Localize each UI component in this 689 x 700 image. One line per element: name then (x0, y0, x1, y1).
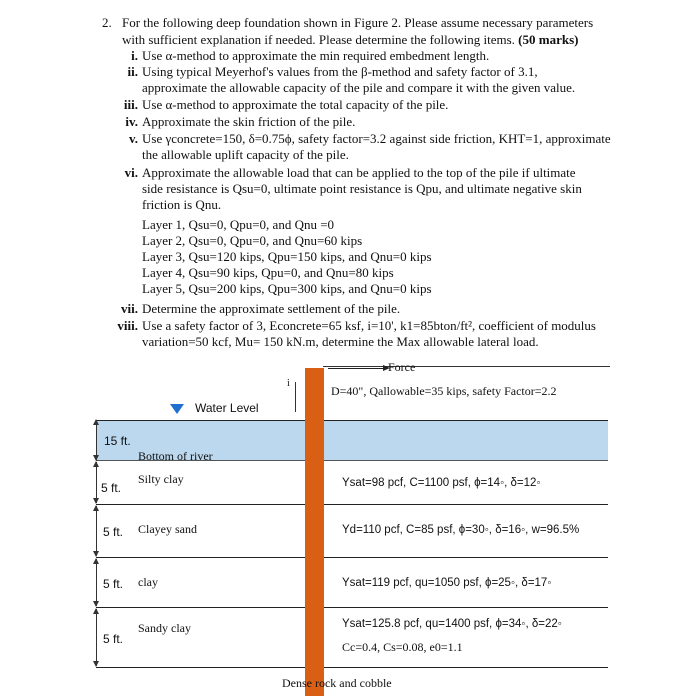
item-line: Use α-method to approximate the min required embedment length. (142, 48, 490, 63)
question-number: 2. (102, 15, 112, 30)
item-number: vii. (121, 301, 138, 316)
item-line: Use a safety factor of 3, Econcrete=65 ksf, i=10', k1=85bton/ft², coefficient of modulus (142, 318, 596, 333)
item-line: variation=50 kcf, Mu= 150 kN.m, determine the Max allowable lateral load. (142, 334, 539, 349)
soil-props: Yd=110 pcf, C=85 psf, ϕ=30◦, δ=16◦, w=96.5% (342, 524, 580, 536)
soil-props: Ysat=119 pcf, qu=1050 psf, ϕ=25◦, δ=17◦ (342, 577, 552, 589)
question-marks: (50 marks) (518, 32, 579, 47)
base-label: Dense rock and cobble (282, 676, 392, 690)
soil-label: clay (138, 575, 158, 589)
soil-props: Ysat=125.8 pcf, qu=1400 psf, ϕ=34◦, δ=22◦ (342, 618, 562, 630)
layer-line: Layer 2, Qsu=0, Qpu=0, and Qnu=60 kips (142, 233, 363, 248)
question-line-2-text: with sufficient explanation if needed. Please determine the following items. (122, 32, 519, 47)
item-line: Determine the approximate settlement of the pile. (142, 301, 401, 316)
dim-label: 5 ft. (103, 577, 124, 591)
layer-boundary (96, 504, 608, 505)
water-surface-line (96, 420, 608, 421)
item-line: side resistance is Qsu=0, ultimate point resistance is Qpu, and ultimate negative skin (142, 181, 582, 196)
soil-props-extra: Cc=0.4, Cs=0.08, e0=1.1 (342, 640, 463, 654)
incline-label: i (287, 378, 290, 389)
dimension-arrow (96, 559, 97, 606)
soil-label: Silty clay (138, 472, 184, 486)
item-number: v. (128, 131, 138, 146)
item-line: Approximate the allowable load that can be applied to the top of the pile if ultimate (142, 165, 576, 180)
item-line: approximate the allowable capacity of the pile and compare it with the given value. (142, 80, 576, 95)
item-number: iv. (125, 114, 138, 129)
layer-line: Layer 5, Qsu=200 kips, Qpu=300 kips, and Qnu=0 kips (142, 281, 432, 296)
question-line-1: For the following deep foundation shown in Figure 2. Please assume necessary parameters (122, 15, 594, 30)
item-line: Use γconcrete=150, δ=0.75ϕ, safety factor=3.2 against side friction, KHT=1, approximate (142, 131, 611, 146)
item-number: i. (131, 48, 138, 63)
layer-line: Layer 3, Qsu=120 kips, Qpu=150 kips, and Qnu=0 kips (142, 249, 432, 264)
water-level-label: Water Level (195, 401, 259, 415)
pile-top-line (323, 366, 610, 367)
rock-boundary (96, 667, 608, 668)
force-label: Force (388, 360, 416, 374)
force-arrow (328, 368, 384, 369)
dimension-arrow (96, 420, 97, 460)
incline-line (295, 382, 296, 412)
dimension-arrow (96, 506, 97, 556)
soil-label: Sandy clay (138, 621, 191, 635)
layer-line: Layer 4, Qsu=90 kips, Qpu=0, and Qnu=80 kips (142, 265, 394, 280)
water-level-icon (170, 404, 184, 414)
item-number: viii. (117, 318, 138, 333)
question-line-2 (122, 31, 627, 48)
item-number: ii. (127, 64, 138, 79)
pile-info: D=40", Qallowable=35 kips, safety Factor=2.2 (331, 384, 557, 398)
question-intro (122, 14, 627, 48)
pile (305, 368, 324, 696)
item-number: iii. (123, 97, 138, 112)
layer-line: Layer 1, Qsu=0, Qpu=0, and Qnu =0 (142, 217, 335, 232)
dim-label: 5 ft. (101, 481, 122, 495)
item-line: friction is Qnu. (142, 197, 222, 212)
item-line: Approximate the skin friction of the pile. (142, 114, 356, 129)
dimension-arrow (96, 462, 97, 503)
dim-label: 5 ft. (103, 525, 124, 539)
soil-props: Ysat=98 pcf, C=1100 psf, ϕ=14◦, δ=12◦ (342, 477, 541, 489)
dimension-arrow (96, 609, 97, 666)
dim-label: 15 ft. (104, 434, 131, 448)
item-number: vi. (124, 165, 138, 180)
item-line: the allowable uplift capacity of the pile. (142, 147, 349, 162)
dim-label: 5 ft. (103, 632, 124, 646)
item-line: Using typical Meyerhof's values from the β-method and safety factor of 3.1, (142, 64, 538, 79)
soil-label: Clayey sand (138, 522, 197, 536)
bottom-of-river-label: Bottom of river (138, 449, 213, 463)
layer-boundary (96, 557, 608, 558)
layer-boundary (96, 607, 608, 608)
item-line: Use α-method to approximate the total capacity of the pile. (142, 97, 449, 112)
